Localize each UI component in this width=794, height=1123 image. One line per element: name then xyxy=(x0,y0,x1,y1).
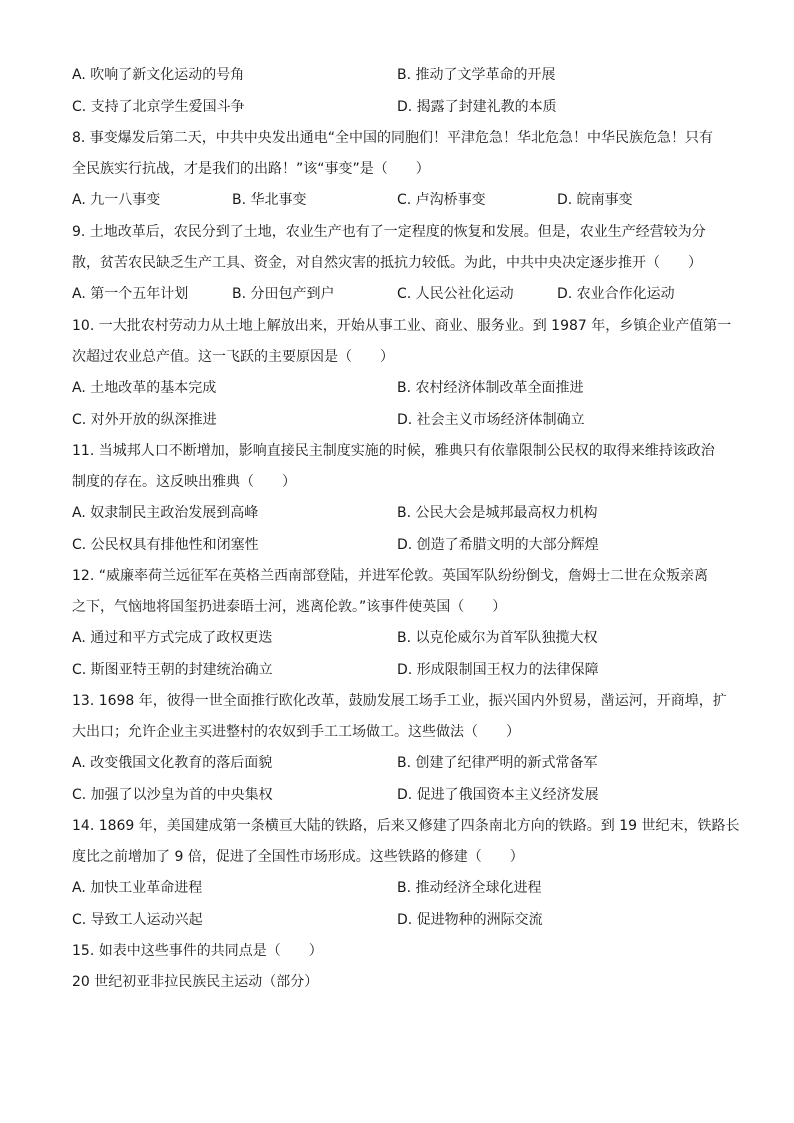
q13-stem-line-2: 大出口；允许企业主买进整村的农奴到手工工场做工。这些做法（ ） xyxy=(72,724,520,740)
q13-stem-line-1: 13. 1698 年，彼得一世全面推行欧化改革，鼓励发展工场手工业，振兴国内外贸易，凿运河，开商埠，扩 xyxy=(72,693,727,709)
q10-option-a: A. 土地改革的基本完成 xyxy=(72,380,217,396)
q12-option-b: B. 以克伦威尔为首军队独揽大权 xyxy=(397,630,598,646)
q14-stem-line-1: 14. 1869 年，美国建成第一条横亘大陆的铁路，后来又修建了四条南北方向的铁路。到 19 世纪末，铁路长 xyxy=(72,818,740,834)
q8-option-b: B. 华北事变 xyxy=(232,192,307,208)
q8-stem-line-1: 8. 事变爆发后第二天，中共中央发出通电“全中国的同胞们！平津危急！华北危急！中华民族危急！只有 xyxy=(72,130,714,146)
q14-option-a: A. 加快工业革命进程 xyxy=(72,880,203,896)
q9-option-c: C. 人民公社化运动 xyxy=(397,286,514,302)
q11-stem-line-2: 制度的存在。这反映出雅典（ ） xyxy=(72,474,296,490)
q11-stem-line-1: 11. 当城邦人口不断增加，影响直接民主制度实施的时候，雅典只有依靠限制公民权的取得来维持该政治 xyxy=(72,443,715,459)
q12-option-c: C. 斯图亚特王朝的封建统治确立 xyxy=(72,662,273,678)
q8-stem-line-2: 全民族实行抗战，才是我们的出路！”该“事变”是（ ） xyxy=(72,161,430,177)
q10-option-c: C. 对外开放的纵深推进 xyxy=(72,412,217,428)
q14-option-b: B. 推动经济全球化进程 xyxy=(397,880,542,896)
q13-option-d: D. 促进了俄国资本主义经济发展 xyxy=(397,787,599,803)
q12-stem-line-2: 之下，气恼地将国玺扔进泰晤士河，逃离伦敦。”该事件使英国（ ） xyxy=(72,599,507,615)
q10-stem-line-2: 次超过农业总产值。这一飞跃的主要原因是（ ） xyxy=(72,349,394,365)
q12-option-d: D. 形成限制国王权力的法律保障 xyxy=(397,662,599,678)
q12-stem-line-1: 12. “威廉率荷兰远征军在英格兰西南部登陆，并进军伦敦。英国军队纷纷倒戈，詹姆士二世在众叛亲离 xyxy=(72,568,708,584)
q7-option-c: C. 支持了北京学生爱国斗争 xyxy=(72,99,245,115)
q8-option-d: D. 皖南事变 xyxy=(557,192,633,208)
q9-option-b: B. 分田包产到户 xyxy=(232,286,335,302)
q9-option-a: A. 第一个五年计划 xyxy=(72,286,189,302)
q9-stem-line-1: 9. 土地改革后，农民分到了土地，农业生产也有了一定程度的恢复和发展。但是，农业生产经营较为分 xyxy=(72,224,706,240)
q12-option-a: A. 通过和平方式完成了政权更迭 xyxy=(72,630,273,646)
q14-option-d: D. 促进物种的洲际交流 xyxy=(397,912,543,928)
q8-option-c: C. 卢沟桥事变 xyxy=(397,192,486,208)
q10-stem-line-1: 10. 一大批农村劳动力从土地上解放出来，开始从事工业、商业、服务业。到 1987 年，乡镇企业产值第一 xyxy=(72,318,732,334)
q9-option-d: D. 农业合作化运动 xyxy=(557,286,675,302)
q7-option-a: A. 吹响了新文化运动的号角 xyxy=(72,67,245,83)
q11-option-c: C. 公民权具有排他性和闭塞性 xyxy=(72,537,259,553)
q7-option-d: D. 揭露了封建礼教的本质 xyxy=(397,99,557,115)
q11-option-d: D. 创造了希腊文明的大部分辉煌 xyxy=(397,537,599,553)
q9-stem-line-2: 散，贫苦农民缺乏生产工具、资金，对自然灾害的抵抗力较低。为此，中共中央决定逐步推开（ ） xyxy=(72,255,702,271)
q15-stem: 15. 如表中这些事件的共同点是（ ） xyxy=(72,943,323,959)
q14-option-c: C. 导致工人运动兴起 xyxy=(72,912,203,928)
q10-option-b: B. 农村经济体制改革全面推进 xyxy=(397,380,584,396)
q13-option-b: B. 创建了纪律严明的新式常备军 xyxy=(397,755,598,771)
q14-stem-line-2: 度比之前增加了 9 倍，促进了全国性市场形成。这些铁路的修建（ ） xyxy=(72,849,524,865)
q10-option-d: D. 社会主义市场经济体制确立 xyxy=(397,412,585,428)
q13-option-c: C. 加强了以沙皇为首的中央集权 xyxy=(72,787,273,803)
q13-option-a: A. 改变俄国文化教育的落后面貌 xyxy=(72,755,273,771)
q7-option-b: B. 推动了文学革命的开展 xyxy=(397,67,556,83)
q11-option-b: B. 公民大会是城邦最高权力机构 xyxy=(397,505,598,521)
q11-option-a: A. 奴隶制民主政治发展到高峰 xyxy=(72,505,259,521)
q8-option-a: A. 九一八事变 xyxy=(72,192,161,208)
q15-table-caption: 20 世纪初亚非拉民族民主运动（部分） xyxy=(72,974,319,990)
